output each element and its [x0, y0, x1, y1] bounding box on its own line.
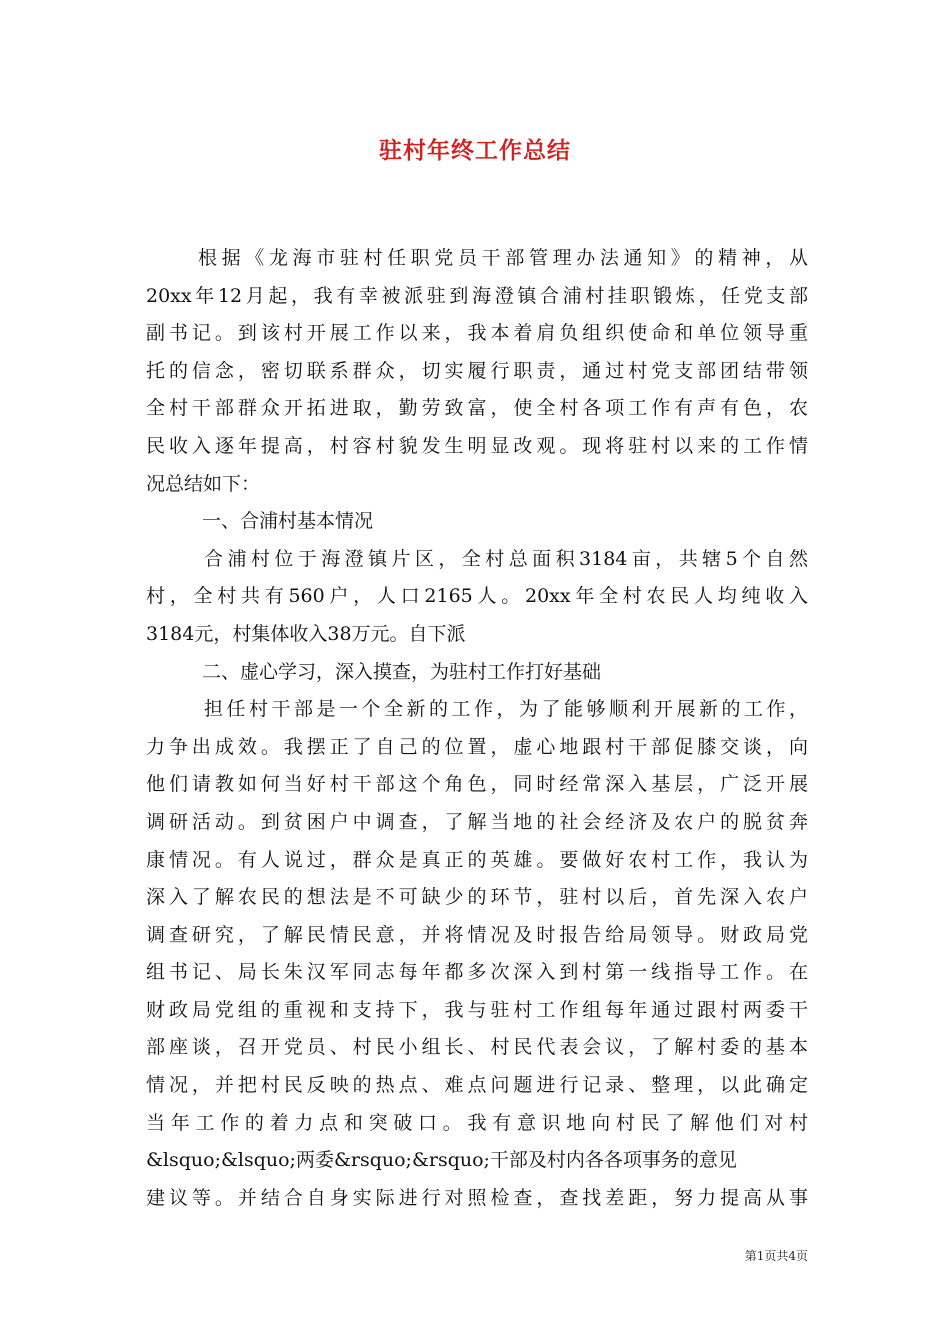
section-heading: 二、虚心学习，深入摸查，为驻村工作打好基础 [202, 660, 602, 683]
body-line: 根据《龙海市驻村任职党员干部管理办法通知》的精神，从 [198, 247, 808, 269]
body-line: 民收入逐年提高，村容村貌发生明显改观。现将驻村以来的工作情 [146, 434, 808, 457]
body-line: 合浦村位于海澄镇片区，全村总面积3184亩，共辖5个自然 [204, 547, 808, 570]
body-line: 副书记。到该村开展工作以来，我本着肩负组织使命和单位领导重 [146, 322, 808, 345]
body-line: 当年工作的着力点和突破口。我有意识地向村民了解他们对村 [146, 1111, 808, 1134]
body-line: 情况，并把村民反映的热点、难点问题进行记录、整理，以此确定 [146, 1074, 808, 1097]
document-body [146, 240, 808, 1217]
body-line: 深入了解农民的想法是不可缺少的环节，驻村以后，首先深入农户 [146, 886, 808, 909]
body-line: 况总结如下： [146, 472, 261, 495]
body-line: 力争出成效。我摆正了自己的位置，虚心地跟村干部促膝交谈，向 [146, 735, 808, 758]
body-line: 全村干部群众开拓进取，勤劳致富，使全村各项工作有声有色，农 [146, 397, 808, 420]
section-heading: 一、合浦村基本情况 [202, 510, 374, 533]
body-line: 调研活动。到贫困户中调查，了解当地的社会经济及农户的脱贫奔 [146, 810, 808, 833]
body-line: 托的信念，密切联系群众，切实履行职责，通过村党支部团结带领 [146, 359, 808, 382]
body-line: 村，全村共有560户，人口2165人。20xx年全村农民人均纯收入 [146, 585, 808, 608]
body-line: 调查研究，了解民情民意，并将情况及时报告给局领导。财政局党 [146, 923, 808, 946]
body-line: 建议等。并结合自身实际进行对照检查，查找差距，努力提高从事 [146, 1186, 808, 1209]
body-line: 3184元，村集体收入38万元。自下派 [146, 622, 466, 645]
body-line: 20xx年12月起，我有幸被派驻到海澄镇合浦村挂职锻炼，任党支部 [146, 284, 808, 307]
page-number: 第1页共4页 [744, 1249, 808, 1263]
body-line: 部座谈，召开党员、村民小组长、村民代表会议，了解村委的基本 [146, 1036, 808, 1059]
body-line: 担任村干部是一个全新的工作，为了能够顺利开展新的工作， [204, 698, 808, 721]
body-line: 财政局党组的重视和支持下，我与驻村工作组每年通过跟村两委干 [146, 998, 808, 1021]
body-line: 他们请教如何当好村干部这个角色，同时经常深入基层，广泛开展 [146, 773, 808, 796]
body-line: 康情况。有人说过，群众是真正的英雄。要做好农村工作，我认为 [146, 848, 808, 871]
document-title: 驻村年终工作总结 [379, 138, 571, 164]
body-line: &lsquo;&lsquo;两委&rsquo;&rsquo;干部及村内各各项事务的意见 [146, 1149, 737, 1172]
body-line: 组书记、局长朱汉军同志每年都多次深入到村第一线指导工作。在 [146, 961, 808, 984]
